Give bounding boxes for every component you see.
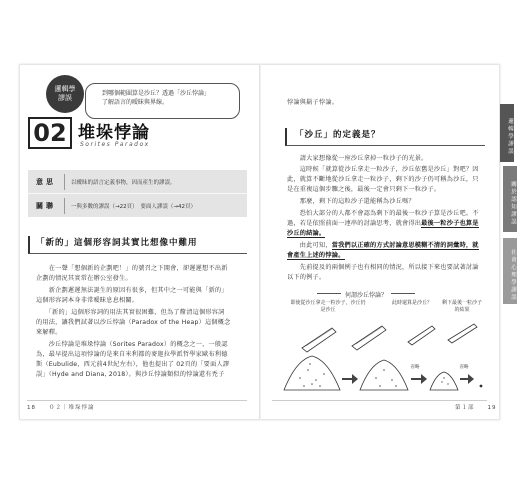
tab-label: 關於認知謬誤 bbox=[510, 180, 516, 226]
category-tag-line-1: 邏輯學 bbox=[54, 85, 76, 93]
arrow-label: 省略 bbox=[410, 365, 420, 370]
body-line: 此，就算不斷地從沙丘拿走一粒沙子，剩下的沙子仍可稱為沙丘，只 bbox=[287, 176, 479, 183]
chapter-subtitle: Sorites Paradox bbox=[80, 141, 150, 148]
definition-text: 以曖昧的語言定義事物，因而產生的謬誤。 bbox=[71, 180, 176, 186]
highlight-text: 最後一粒沙子也算是 bbox=[421, 220, 479, 227]
body-text: 過，若是依照前面一連串的討論思考，就會得出 bbox=[287, 220, 422, 227]
footer-rule-right bbox=[272, 400, 487, 401]
tab-social-psych-fallacy[interactable] bbox=[503, 238, 517, 304]
body-line: 為，最早提出這項悖論的是來自米利都的麥迦拉學派哲學家歐布利德 bbox=[36, 351, 228, 358]
page-folio-right: 第１部 19 bbox=[455, 405, 497, 411]
body-line: 請大家想像從一座沙丘拿掉一粒沙子的光景。 bbox=[287, 155, 428, 162]
body-text: 由此可知， bbox=[287, 242, 332, 249]
definition-separator bbox=[64, 198, 65, 214]
body-line bbox=[287, 229, 485, 239]
tab-logic-fallacy[interactable] bbox=[500, 104, 514, 162]
sand-pile-icon bbox=[360, 360, 408, 390]
definition-row-related bbox=[28, 195, 247, 217]
body-line: 誤」（Hyde and Diana, 2018）。與沙丘悖論類似的悖論還有禿子 bbox=[36, 371, 225, 378]
body-line bbox=[287, 251, 485, 261]
body-line: 「新的」這個形容詞的用法其實很困難，但為了釐清這個形容詞 bbox=[36, 309, 225, 316]
body-line: 新企劃遲遲無法誕生的原因有很多，但其中之一可能與「新的」 bbox=[36, 287, 228, 294]
illustration-caption: 即使從沙丘拿走一粒沙子，沙丘仍是沙丘 bbox=[290, 300, 366, 313]
hand-icon bbox=[448, 324, 477, 343]
intro-line-1: 到哪個範圍算是沙丘？透過「沙丘悖論」 bbox=[102, 90, 211, 97]
arrow-right-icon bbox=[460, 374, 474, 384]
body-line-with-highlight bbox=[287, 219, 485, 229]
tab-label: 邏輯學謬誤 bbox=[507, 118, 513, 156]
sand-pile-icon bbox=[430, 372, 458, 390]
body-line: 這個形容詞本身非常曖昧息息相關。 bbox=[36, 297, 139, 304]
definition-text: 一與多數的謬誤（→22頁） 要面人謬誤（→42頁） bbox=[71, 204, 196, 210]
arrow-label: 省略 bbox=[459, 365, 469, 370]
body-line: 恐怕大部分的人都不會認為剩下的最後一粒沙子算是沙丘吧。不 bbox=[287, 210, 479, 217]
hand-icon bbox=[408, 326, 435, 345]
body-line: 的用法，讓我們試著以沙丘悖論（Paradox of the Heap）這個概念 bbox=[36, 319, 231, 326]
section-heading-right: 「沙丘」的定義是？ bbox=[285, 128, 485, 146]
body-line: 在一聲「想個新的企劃吧！」的號召之下開會，卻遲遲想不出新 bbox=[36, 265, 228, 272]
category-tag-line-2: 謬誤 bbox=[58, 94, 72, 102]
definition-label: 意思 bbox=[36, 178, 56, 186]
body-line: 以下的例子。 bbox=[287, 274, 326, 281]
body-line: 斯（Eubulide，西元前4世紀左右），他也提出了 02頁的「要面人謬 bbox=[36, 361, 230, 368]
body-line: 是在重複這個步驟之後，最後一定會只剩下一粒沙子。 bbox=[287, 186, 441, 193]
tab-label: 社會心理學謬誤 bbox=[510, 248, 516, 302]
body-line: 沙丘悖論是堆垛悖論（Sorites Paradox）的概念之一，一般認 bbox=[36, 341, 228, 348]
intro-bubble bbox=[85, 83, 240, 119]
category-tag-circle bbox=[46, 75, 84, 113]
sorites-illustration bbox=[280, 312, 490, 398]
definition-separator bbox=[64, 174, 65, 190]
definition-label: 關聯 bbox=[36, 202, 56, 210]
highlight-text: 當我們以正確的方式討論意思模糊不清的詞彙時，就 bbox=[331, 242, 479, 249]
illustration-caption: 此時還算是沙丘？ bbox=[391, 300, 432, 306]
footer-rule-left bbox=[27, 400, 247, 401]
body-line: 這時候「就算從沙丘拿走一粒沙子，沙丘依舊是沙丘」對吧？因 bbox=[287, 166, 479, 173]
definition-row-meaning bbox=[28, 171, 247, 193]
arrow-right-icon bbox=[411, 374, 427, 384]
section-heading-left: 「新的」這個形容詞其實比想像中難用 bbox=[28, 236, 247, 254]
illustration-caption: 剩下最後一粒沙子的結果 bbox=[441, 300, 482, 313]
illustration-title: 何謂沙丘悖論？ bbox=[345, 292, 388, 299]
body-line: 悖論與鬍子悖論。 bbox=[287, 99, 339, 106]
body-line: 那麼，剩下的這粒沙子還能稱為沙丘嗎？ bbox=[287, 198, 415, 205]
intro-line-2: 了解語言的曖昧與界線。 bbox=[102, 99, 169, 106]
sand-pile-icon bbox=[284, 356, 340, 390]
highlight-text: 會產生上述的悖論。 bbox=[287, 252, 345, 259]
arrow-right-icon bbox=[342, 374, 358, 384]
chapter-title: 堆垛悖論 bbox=[78, 123, 150, 143]
body-line: 來解釋。 bbox=[36, 329, 62, 336]
tab-cognitive-fallacy[interactable] bbox=[503, 166, 517, 232]
hand-icon bbox=[352, 326, 386, 350]
body-line: 企劃的情況其實常在辦公室發生。 bbox=[36, 275, 132, 282]
book-gutter bbox=[259, 64, 261, 420]
highlight-text: 沙丘的結論。 bbox=[287, 230, 326, 237]
hand-icon bbox=[302, 328, 336, 352]
sand-grain-icon bbox=[480, 385, 483, 388]
body-line-with-highlight bbox=[287, 241, 485, 251]
chapter-number: 02 bbox=[28, 117, 72, 149]
page-folio-left: 18 ０２｜堆垛悖論 bbox=[27, 405, 95, 411]
body-line: 先前提及的兩個例子也有相同的情況，所以接下來也要試著討論 bbox=[287, 264, 479, 271]
definition-divider bbox=[28, 193, 247, 194]
